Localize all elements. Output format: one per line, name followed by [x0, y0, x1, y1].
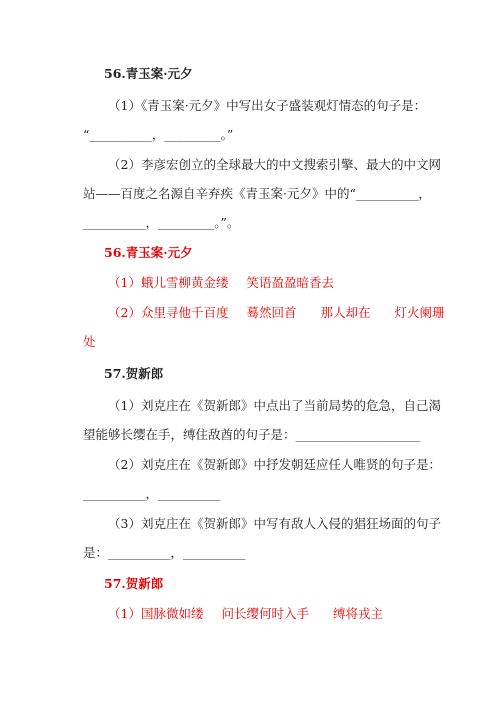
- question-57-3-line1: （3）刘克庄在《贺新郎》中写有敌人入侵的猖狂场面的句子: [108, 516, 441, 531]
- answer-56-2-line2: 处: [83, 334, 96, 349]
- question-57-1-line1: （1）刘克庄在《贺新郎》中点出了当前局势的危急，自己渴: [108, 398, 441, 413]
- answer-part: 那人却在: [320, 305, 371, 320]
- answer-part: 笑语盈盈暗香去: [246, 275, 334, 290]
- answer-part: 众里寻他千百度: [140, 305, 229, 320]
- section-title-56: 56.青玉案·元夕: [104, 66, 193, 81]
- answer-label: （2）: [108, 305, 141, 320]
- question-56-2-line3: __________，_________。”。: [83, 215, 240, 230]
- question-57-1-line2: 望能够长缨在手，缚住敌酋的句子是：____________________: [83, 427, 421, 442]
- answer-56-1: [108, 275, 334, 291]
- answer-title-57: 57.贺新郎: [104, 576, 164, 591]
- answer-title-56: 56.青玉案·元夕: [104, 245, 193, 260]
- answer-part: 缚将戎主: [332, 606, 383, 621]
- question-56-1-line1: （1）《青玉案·元夕》中写出女子盛装观灯情态的句子是：: [108, 98, 427, 113]
- answer-part: 国脉微如缕: [140, 606, 204, 621]
- answer-57-1: [108, 606, 383, 622]
- answer-part: 问长缨何时入手: [221, 606, 309, 621]
- answer-part: 蓦然回首: [246, 305, 297, 320]
- question-56-2-line1: （2）李彦宏创立的全球最大的中文搜索引擎、最大的中文网: [108, 157, 441, 172]
- answer-part: 灯火阑珊: [394, 305, 445, 320]
- question-57-2-line2: __________，__________: [83, 486, 221, 501]
- answer-part: 蛾儿雪柳黄金缕: [140, 275, 229, 290]
- answer-56-2-line1: [108, 305, 445, 321]
- answer-label: （1）: [108, 606, 141, 621]
- question-56-1-line2: “__________，_________。”: [83, 127, 234, 142]
- question-57-2-line1: （2）刘克庄在《贺新郎》中抒发朝廷应任人唯贤的句子是：: [108, 457, 441, 472]
- question-56-2-line2: 站——百度之名源自辛弃疾《青玉案·元夕》中的“__________，: [83, 186, 431, 201]
- section-title-57: 57.贺新郎: [104, 366, 164, 381]
- question-57-3-line2: 是：__________，__________: [83, 545, 246, 560]
- answer-label: （1）: [108, 275, 141, 290]
